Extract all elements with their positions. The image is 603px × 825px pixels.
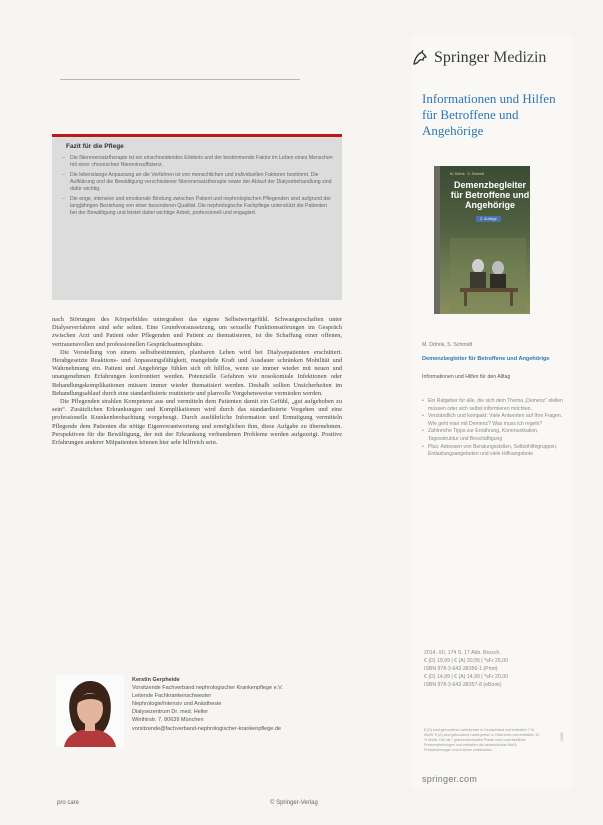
advert-bullet: • Plus: Adressen von Beratungsstellen, Selbsthilfegruppen, Entlastungsangeboten und viele Hilfsangebote xyxy=(422,444,570,459)
author-line: Winthirstr. 7, 80639 München xyxy=(132,717,204,724)
book-cover-front xyxy=(440,166,530,314)
fazit-accent-bar xyxy=(52,134,342,137)
price-line: € (D) 19,99 | € (A) 20,55 | *sFr 25,00 xyxy=(424,658,509,664)
isbn-line: ISBN 978-3-642-38357-8 (eBook) xyxy=(424,682,502,688)
fazit-list xyxy=(52,155,342,217)
article-body xyxy=(52,316,342,447)
book-cover-authors: M. Döhnk · S. Schmidt xyxy=(450,172,484,176)
author-line: Vorsitzende Fachverband nephrologischer Krankenpflege e.V. xyxy=(132,685,283,692)
logo-text xyxy=(434,49,546,67)
body-paragraph: nach Störungen des Körperbildes untergraben das eigene Selbstwertgefühl. Schwangerschaften unter Dialyseverfahren sind sehr selten. Eine Grundvoraussetzung, um sexuelle Funktionsstörungen im Gespräch zwischen Arzt und Patient oder Pflegenden und Patient zu thematisieren, ist die Schaffung einer offenen, vertrauensvollen und professionellen Gesprächsatmosphäre. xyxy=(52,316,342,348)
body-paragraph: Die Pflegenden strahlen Kompetenz aus und vermitteln dem Patienten damit ein Gefühl, „gut aufgehoben zu sein“. Zusätzlichen Erkrankungen und Komplikationen wird durch das standardisierte Vorgehen und eine professionelle Krankenbeobachtung vorgebeugt. Durch ausführliche Information und Ermutigung vermitteln Pflegende dem Patienten die nötige Eigenverantwortung und ermöglichen ihm, diese Aufgabe zu übernehmen. Perspektiven für die Bewältigung, der mit der Erkrankung verbundenen Probleme werden aufgezeigt. Positive Erfahrungen anderer Mitpatienten können hier sehr hilfreich sein. xyxy=(52,398,342,447)
advert-bullet: • Zahlreiche Tipps zur Ernährung, Kommunikation, Tagesstruktur und Beschäftigung xyxy=(422,428,570,443)
author-block xyxy=(56,672,346,752)
book-cover-illustration xyxy=(450,238,526,312)
logo-springer: Springer xyxy=(434,49,490,66)
author-line: Leitende Fachkrankenschwester xyxy=(132,693,212,700)
author-line: Nephrologie/Intensiv und Anästhesie xyxy=(132,701,222,708)
top-divider xyxy=(60,79,300,80)
springer-horse-icon xyxy=(410,48,430,68)
springer-logo xyxy=(410,45,570,71)
fazit-item: – Die lebenslange Anpassung an die Verfahren ist von menschlichen und individuellen Faktoren bestimmt. Die Aufklärung und die Bewältigung verschiedener Nierenersatztherapie sowie der Ablauf der Dialysebehandlung sind dafür wichtig. xyxy=(70,172,334,193)
isbn-line: ISBN 978-3-642-38356-1 (Print) xyxy=(424,666,498,672)
footer-copyright: © Springer-Verlag xyxy=(270,800,318,806)
advert-bullet: • Ein Ratgeber für alle, die sich dem Thema „Demenz“ stellen müssen oder sich selbst informieren möchten. xyxy=(422,398,570,413)
author-info xyxy=(132,676,283,733)
book-cover xyxy=(434,166,530,314)
author-photo xyxy=(56,675,124,747)
advert-url[interactable]: springer.com xyxy=(422,774,478,784)
fazit-box xyxy=(52,134,342,300)
advert-title: Informationen und Hilfen für Betroffene und Angehörige xyxy=(422,91,556,138)
advert-book-title: Demenzbegleiter für Betroffene und Angehörige xyxy=(422,356,550,362)
author-email: vorsitzende@fachverband-nephrologischer-krankenpflege.de xyxy=(132,725,281,732)
fazit-item: – Die Nierenersatztherapie ist ein einschneidendes Erlebnis und der bestimmende Faktor im Leben eines Menschen mit einer chronischen Niereninsuffizienz. xyxy=(70,155,334,169)
advert-bullets xyxy=(422,398,570,459)
body-paragraph: Die Vorstellung von einem selbstbestimmten, planbaren Leben wird bei Dialysepatienten erschüttert. Herabgesetzte Reaktions- und Anpassungsfähigkeit, mangelnde Kraft und Ausdauer schränken Mobilität und Wahrnehmung ein. Patient und Angehörige fühlen sich oft hilflos, wenn sie immer wieder mit neuen und unangenehmen Erfahrungen konfrontiert werden. Potenzielle Gefahren wie nosokomiale Infektionen oder Behandlungskomplikationen müssen immer wieder thematisiert werden. Deshalb sollten Unsicherheiten im Behandlungsablauf durch eine standardisierte routinierte und planvolle Vorgehensweise vermieden werden. xyxy=(52,348,342,397)
logo-medizin: Medizin xyxy=(493,49,547,66)
advert-price-block xyxy=(424,649,572,689)
footer-journal: pro care xyxy=(57,800,80,806)
book-cover-title: Demenzbegleiter für Betroffene und Angehörige xyxy=(450,180,530,210)
price-line: 2014. XII, 174 S. 17 Abb. Brosch. xyxy=(424,650,501,656)
price-line: € (D) 14,99 | € (A) 14,99 | *sFr 20,00 xyxy=(424,674,509,680)
advert-code: 13080 xyxy=(560,732,564,742)
advert-fine-print: € (D) sind gebundene Ladenpreise in Deutschland und enthalten 7 % MwSt. € (A) sind gebundene Ladenpreise in Österreich und enthalten 10 % MwSt. Die mit * gekennzeichneten Preise sind unverbindliche Preisempfehlungen und enthalten die landesübliche MwSt. Preisänderungen und Irrtümer vorbehalten. xyxy=(424,728,540,752)
author-name: Kerstin Gerpheide xyxy=(132,677,180,683)
fazit-item: – Die enge, intensive und emotionale Bindung zwischen Patient und nephrologischen Pflegenden sind aufgrund der langjährigen Beziehung von einer besonderen Qualität. Die nephrologische Fachpflege unterstützt die Patienten bei der Bewältigung und leistet dabei wichtige Arbeit, professionell und engagiert. xyxy=(70,196,334,217)
book-cover-badge: 2. Auflage xyxy=(476,216,501,222)
author-line: Dialysezentrum Dr. med. Heller xyxy=(132,709,209,716)
advert-book-authors: M. Döhnk, S. Schmidt xyxy=(422,342,473,348)
advert-bullet: • Verständlich und kompakt: Viele Antworten auf Ihre Fragen. Wie geht man mit Demenz? Was muss ich regeln? xyxy=(422,413,570,428)
fazit-title: Fazit für die Pflege xyxy=(66,143,124,150)
advert-book-subtitle: Informationen und Hilfen für den Alltag xyxy=(422,374,511,380)
